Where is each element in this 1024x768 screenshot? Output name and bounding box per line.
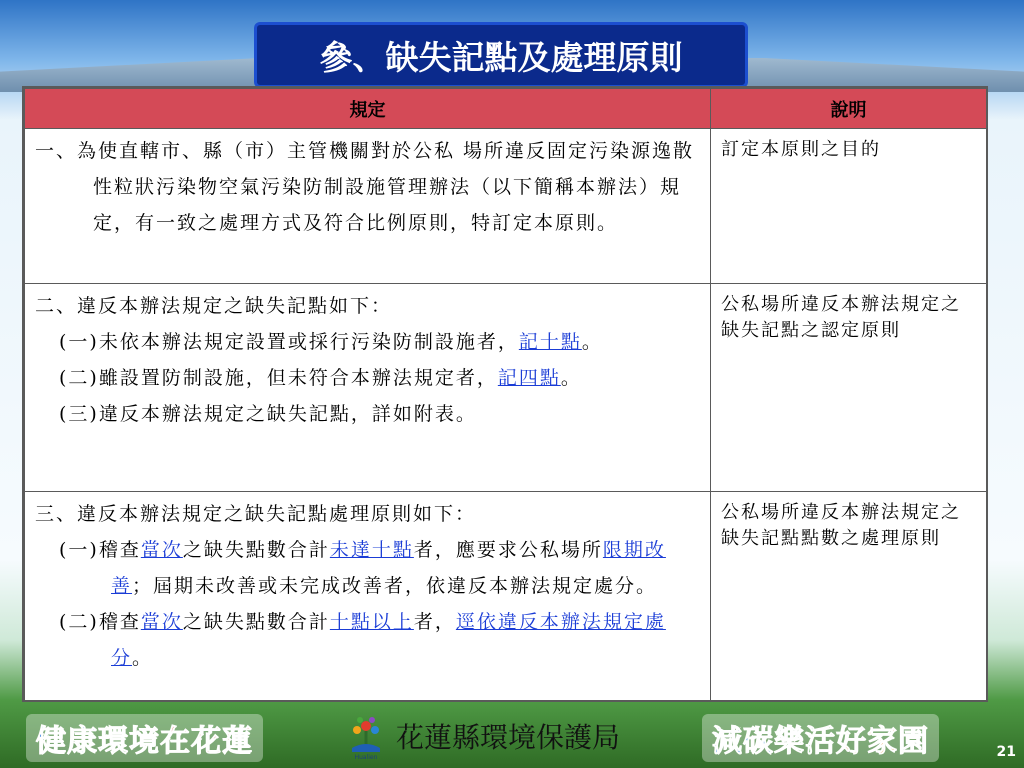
link-under-ten-points[interactable]: 未達十點: [329, 539, 414, 561]
link-direct-penalty[interactable]: 逕依違反本辦法規定處分: [111, 611, 666, 669]
rule-3-heading: 三、違反本辦法規定之缺失記點處理原則如下：: [35, 503, 477, 525]
slogan-part: 減碳: [712, 724, 774, 759]
rule-2-heading: 二、違反本辦法規定之缺失記點如下：: [35, 295, 393, 317]
table-row: [25, 284, 987, 492]
item-text: 之缺失點數合計: [182, 611, 330, 633]
item-text: (一)稽查: [59, 539, 141, 561]
slogan-part: 在花蓮: [160, 724, 253, 759]
link-current-inspection[interactable]: 當次: [140, 611, 183, 633]
rule-cell: [25, 129, 711, 284]
table-row: [25, 129, 987, 284]
slogan-part: 環境: [98, 724, 160, 759]
item-text: 者，: [413, 611, 456, 633]
slogan-part: 健康: [36, 724, 98, 759]
rule-3-item-1: [35, 532, 702, 604]
slogan-part: 樂活: [774, 724, 836, 759]
item-text: (二)雖設置防制設施，但未符合本辦法規定者，: [59, 367, 498, 389]
item-text: ；屆期未改善或未完成改善者，依違反本辦法規定處分。: [132, 575, 658, 597]
rule-cell: [25, 284, 711, 492]
link-ten-or-more[interactable]: 十點以上: [329, 611, 414, 633]
organization: [346, 712, 620, 760]
item-text: 。: [560, 367, 582, 389]
note-cell: 公私場所違反本辦法規定之缺失記點之認定原則: [711, 284, 987, 492]
item-text: 。: [581, 331, 603, 353]
header-explanation: 說明: [711, 89, 987, 129]
org-name: 花蓮縣環境保護局: [396, 721, 621, 754]
rules-table: [24, 88, 987, 702]
footer-bar: [0, 708, 1024, 768]
slide-title: [254, 22, 748, 88]
slide-title-text: 參、缺失記點及處理原則: [319, 37, 683, 77]
page-number: 21: [996, 744, 1016, 760]
link-four-points[interactable]: 記四點: [497, 367, 561, 389]
rule-2-item-2: [35, 360, 702, 396]
note-cell: 訂定本原則之目的: [711, 129, 987, 284]
item-text: 者，應要求公私場所: [413, 539, 603, 561]
slogan-part: 好家園: [836, 724, 929, 759]
link-current-inspection[interactable]: 當次: [140, 539, 183, 561]
table-header-row: [25, 89, 987, 129]
rule-2-item-3: (三)違反本辦法規定之缺失記點，詳如附表。: [59, 403, 477, 425]
item-text: (一)未依本辦法規定設置或採行污染防制設施者，: [59, 331, 519, 353]
item-text: (二)稽查: [59, 611, 141, 633]
link-deadline-improvement[interactable]: 限期改善: [111, 539, 666, 597]
rule-2-item-1: [35, 324, 702, 360]
rule-3-item-2: [35, 604, 702, 676]
item-text: 。: [132, 647, 154, 669]
table-row: [25, 492, 987, 702]
logo-caption: Hualien: [354, 754, 378, 760]
link-ten-points[interactable]: 記十點: [518, 331, 582, 353]
slogan-left: [26, 714, 263, 762]
rule-cell: [25, 492, 711, 702]
header-rule: 規定: [25, 89, 711, 129]
rules-table-panel: [22, 86, 988, 702]
epb-logo-icon: [346, 712, 386, 760]
note-cell: 公私場所違反本辦法規定之缺失記點點數之處理原則: [711, 492, 987, 702]
rule-1-text: 一、為使直轄市、縣（市）主管機關對於公私 場所違反固定污染源逸散性粒狀污染物空氣污染防制設施管理辦法（以下簡稱本辦法）規定，有一致之處理方式及符合比例原則，特訂定本原則。: [35, 140, 695, 234]
item-text: 之缺失點數合計: [182, 539, 330, 561]
slogan-right: [702, 714, 939, 762]
